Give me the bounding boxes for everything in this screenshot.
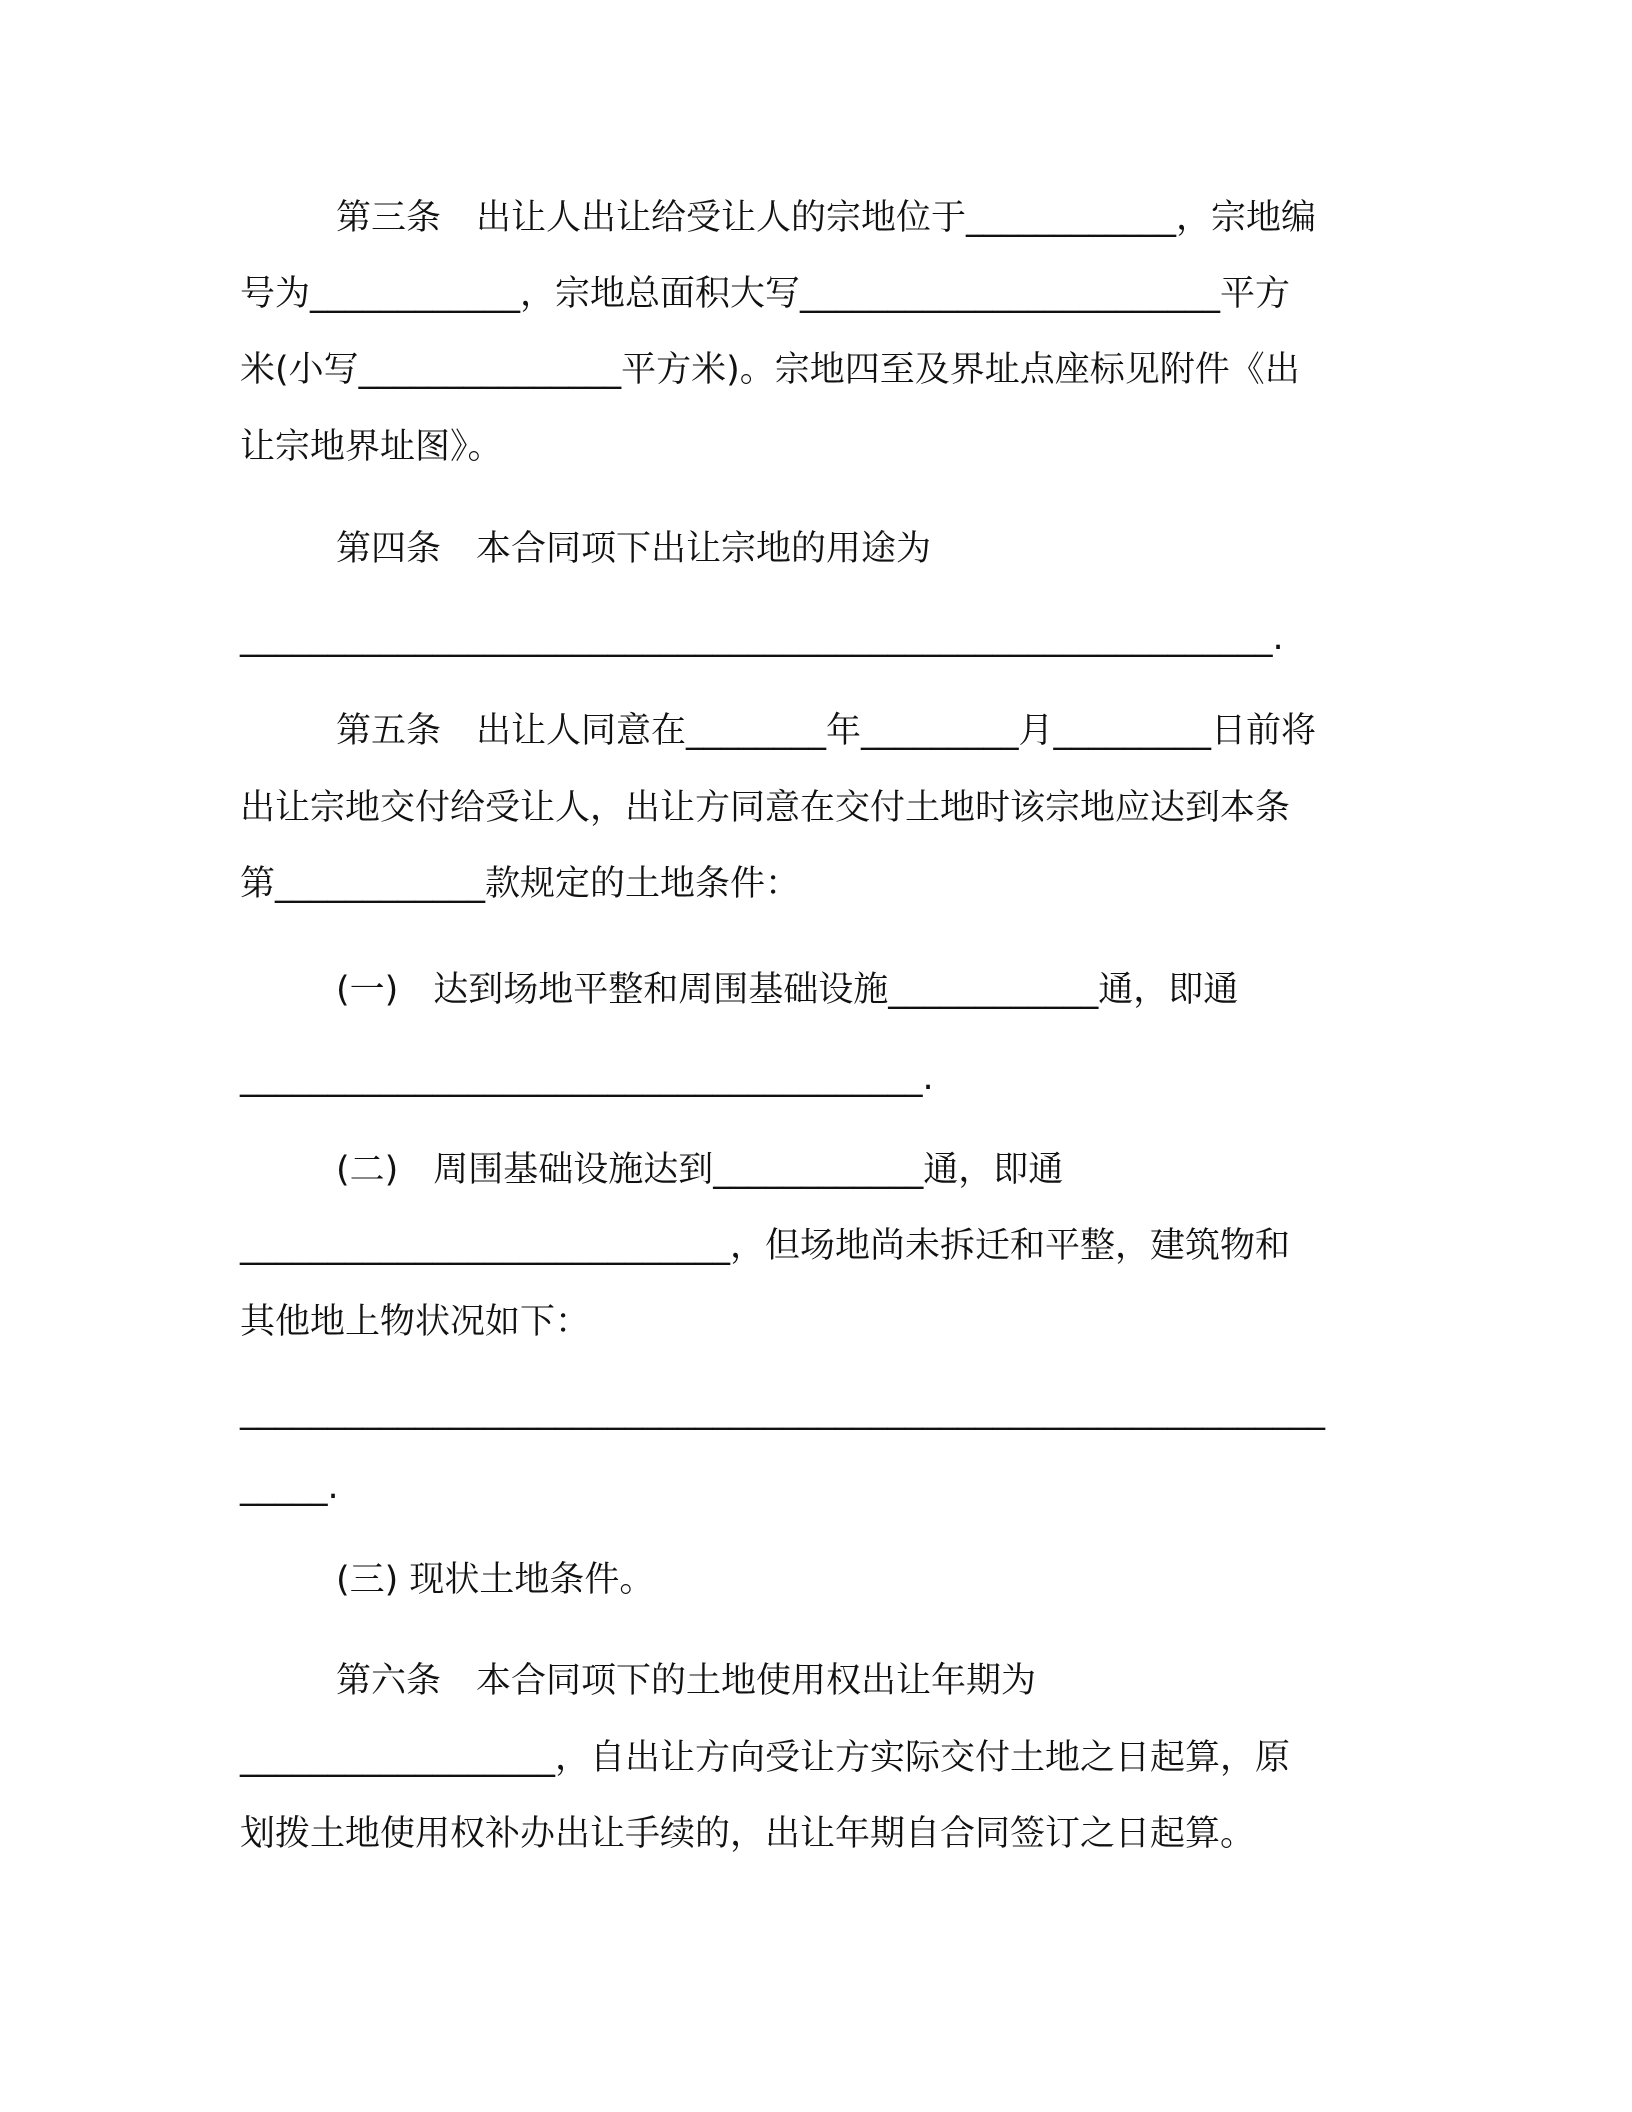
clause-2-line-3: 其他地上物状况如下： (240, 1302, 591, 1342)
article-5-line-1: 第五条 出让人同意在________年_________月_________日前将 (336, 711, 1317, 751)
article-6-line-2: __________________，自出让方向受让方实际交付土地之日起算，原 (240, 1738, 1291, 1778)
clause-2-line-4: ______________________________________________________________ (240, 1391, 1325, 1431)
clause-2-line-1: (二) 周围基础设施达到____________通，即通 (336, 1150, 1064, 1190)
clause-2-line-5: _____. (240, 1467, 339, 1507)
article-3-line-1: 第三条 出让人出让给受让人的宗地位于____________，宗地编 (336, 198, 1317, 238)
article-6-line-3: 划拨土地使用权补办出让手续的，出让年期自合同签订之日起算。 (240, 1814, 1256, 1854)
article-4-line-1: 第四条 本合同项下出让宗地的用途为 (336, 529, 932, 569)
clause-3-line-1: (三) 现状土地条件。 (336, 1560, 655, 1600)
article-3-line-2: 号为____________，宗地总面积大写________________________平方 (240, 274, 1291, 314)
clause-2-line-2: ____________________________，但场地尚未拆迁和平整，建筑物和 (240, 1226, 1291, 1266)
article-4-line-2: ___________________________________________________________. (240, 618, 1284, 658)
article-6-line-1: 第六条 本合同项下的土地使用权出让年期为 (336, 1661, 1037, 1701)
article-5-line-3: 第____________款规定的土地条件： (240, 864, 801, 904)
clause-1-line-2: _______________________________________. (240, 1058, 934, 1098)
article-3-line-4: 让宗地界址图》。 (240, 427, 503, 467)
article-5-line-2: 出让宗地交付给受让人，出让方同意在交付土地时该宗地应达到本条 (240, 788, 1291, 828)
article-3-line-3: 米(小写_______________平方米)。宗地四至及界址点座标见附件《出 (240, 350, 1300, 390)
clause-1-line-1: (一) 达到场地平整和周围基础设施____________通，即通 (336, 970, 1239, 1010)
